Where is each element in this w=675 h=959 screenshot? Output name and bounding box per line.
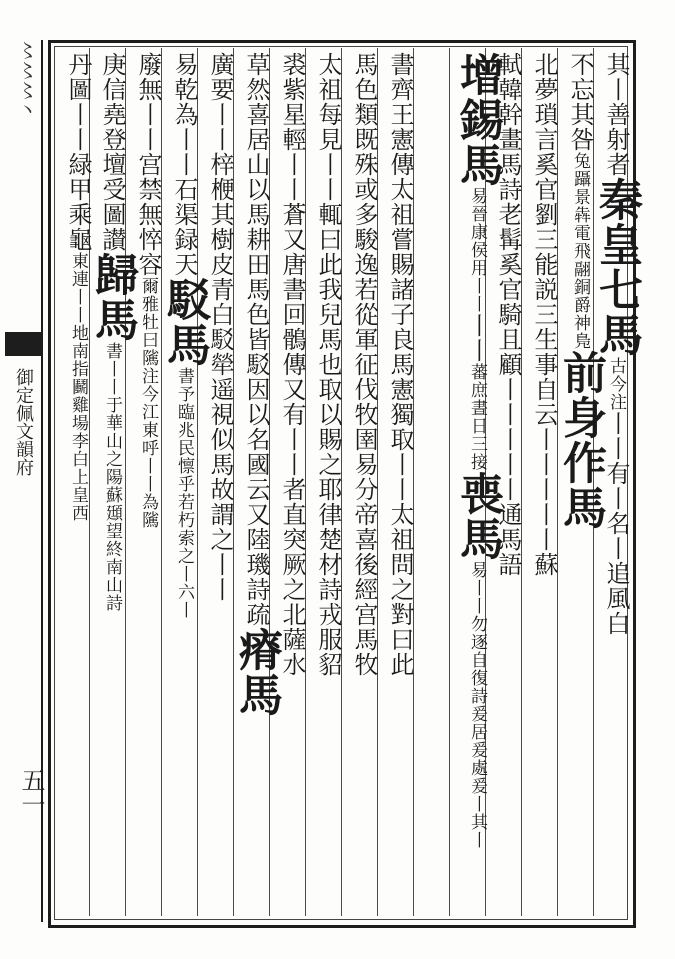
text-column: 易乾為丨丨石渠録天駁馬書予臨兆民懔乎若朽索之丨六丨 [159,52,210,619]
text-column: 庚信堯登壇受圖讃歸馬書丨丨于華山之陽蘇頲望終南山詩 [87,52,138,612]
entry-heading: 增錫馬 [452,52,503,187]
margin-ornament: 〻〻〻丶 [14,40,38,120]
entry-heading: 駁馬 [159,277,210,367]
folio-number: 五一 [17,768,45,816]
text-column: 草然喜居山以馬耕田馬色皆駁因以名國云又陸璣詩疏瘠馬 [231,52,282,717]
text-column: 太祖每見丨丨輒曰此我兒馬也取以賜之耶律楚材詩戎服貂 [314,52,342,677]
entry-heading: 秦皇七馬 [591,177,642,357]
collection-title: 御定佩文韻府 [13,368,34,476]
entry-heading: 瘠馬 [231,627,282,717]
text-column: 廢無丨丨宫禁無悴容爾雅牡曰隲注今江東呼丨丨為隲 [134,52,162,529]
text-column: 不忘其咎兔躡景犇電飛翮銅爵神鳬前身作馬 [555,52,606,530]
entry-heading: 歸馬 [87,252,138,342]
text-column: 廣要丨丨梓楩其樹皮青白駁犖遥視似馬故謂之丨丨 [206,52,234,602]
text-column: 馬色類既殊或多駿逸若從軍征伐牧圉易分帝喜後經宫馬牧 [350,52,378,677]
entry-heading: 喪馬 [452,471,503,561]
text-column: 書齊王憲傳太祖嘗賜諸子良馬憲獨取丨丨太祖問之對曰此 [386,52,414,677]
text-column: 增錫馬易晉康侯用丨丨丨丨蕃庶晝日三接喪馬易丨丨勿逐自復詩爰居爰處爰丨其丨 [452,52,503,849]
text-column: 其丨善射者秦皇七馬古今注丨丨有丨名丨追風白 [591,52,642,636]
page-margin [5,40,43,922]
text-column: 軾韓幹畫馬詩老髯奚官騎且顧丨丨丨丨丨通馬語 [494,52,522,577]
text-column: 北夢瑣言奚官劉三能説三生事自云丨丨丨丨丨蘇 [530,52,558,577]
text-column: 裘紫星輕丨丨蒼又唐書回鶻傳又有丨丨者直突厥之北薩水 [278,52,306,677]
text-column: 丹圖丨丨緑甲乘龜東連丨丨地南指鬬雞場李白上皇西 [64,52,92,522]
fishtail-block [5,332,41,356]
entry-heading: 前身作馬 [555,350,606,530]
